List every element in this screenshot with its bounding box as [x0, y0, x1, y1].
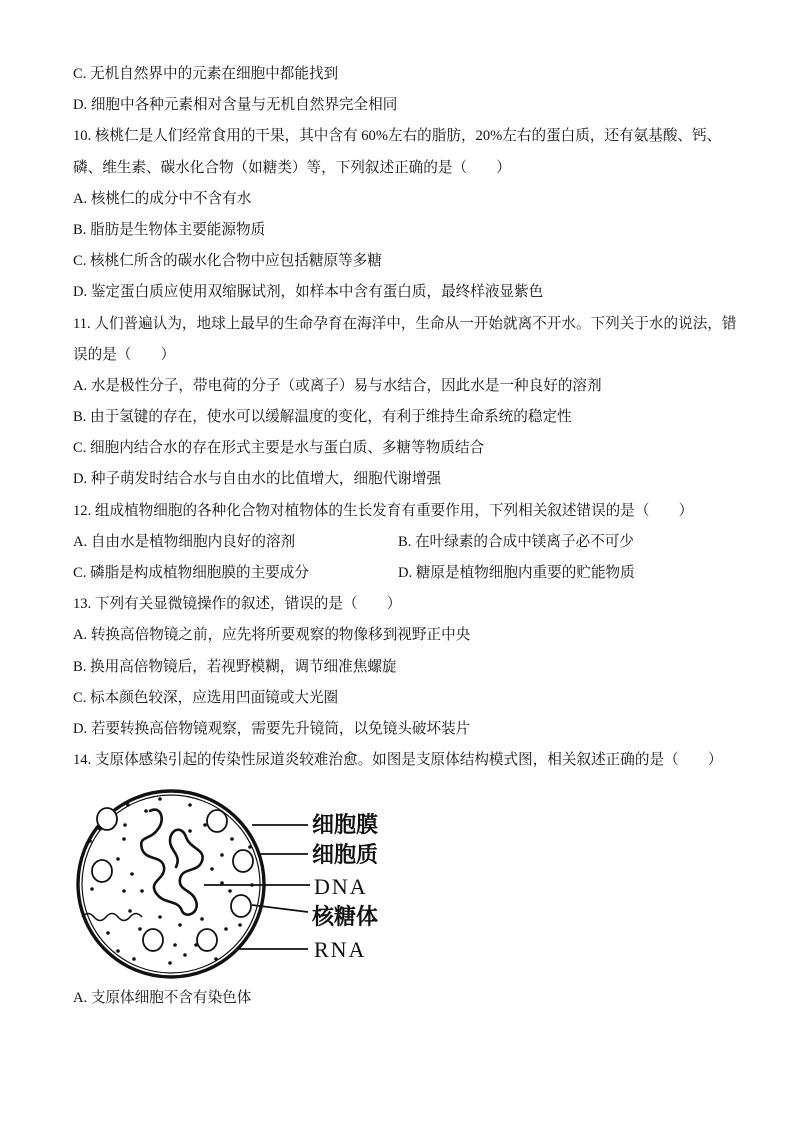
q13-stem: 13. 下列有关显微镜操作的叙述，错误的是（ ） — [73, 596, 402, 613]
leader-lines — [204, 825, 310, 949]
ribosomes — [92, 808, 253, 951]
q10-option-b: B. 脂肪是生物体主要能源物质 — [73, 221, 266, 238]
q10-stem-line-1: 10. 核桃仁是人们经常食用的干果，其中含有 60%左右的脂肪，20%左右的蛋白质，还有氨基酸、钙、 — [73, 128, 722, 145]
q11-stem-line-2: 误的是（ ） — [73, 346, 176, 363]
q10-stem-line-2: 磷、维生素、碳水化合物（如糖类）等，下列叙述正确的是（ ） — [73, 159, 511, 176]
q10-option-a: A. 核桃仁的成分中不含有水 — [73, 190, 252, 207]
q14-option-a: A. 支原体细胞不含有染色体 — [73, 990, 252, 1007]
dna-strand — [141, 810, 202, 915]
q12-options-row-1 — [73, 527, 773, 558]
q12-option-a: A. 自由水是植物细胞内良好的溶剂 — [73, 533, 296, 550]
q11-option-a: A. 水是极性分子，带电荷的分子（或离子）易与水结合，因此水是一种良好的溶剂 — [73, 377, 602, 394]
label-rna: RNA — [314, 937, 367, 963]
exam-page-content — [73, 59, 773, 1015]
q13-option-a: A. 转换高倍物镜之前，应先将所要观察的物像移到视野正中央 — [73, 627, 471, 644]
label-dna: DNA — [314, 874, 368, 900]
label-cell-membrane: 细胞膜 — [312, 812, 379, 838]
q11-option-d: D. 种子萌发时结合水与自由水的比值增大，细胞代谢增强 — [73, 471, 442, 488]
q13-option-d: D. 若要转换高倍物镜观察，需要先升镜筒，以免镜头破坏装片 — [73, 720, 471, 737]
q11-option-b: B. 由于氢键的存在，使水可以缓解温度的变化，有利于维持生命系统的稳定性 — [73, 409, 572, 426]
q9-option-c: C. 无机自然界中的元素在细胞中都能找到 — [73, 66, 339, 82]
q13-option-c: C. 标本颜色较深，应选用凹面镜或大光圈 — [73, 689, 339, 706]
q12-option-b: B. 在叶绿素的合成中镁离子必不可少 — [398, 533, 634, 550]
q11-option-c: C. 细胞内结合水的存在形式主要是水与蛋白质、多糖等物质结合 — [73, 440, 485, 457]
label-ribosome: 核糖体 — [312, 904, 379, 930]
q12-option-c: C. 磷脂是构成植物细胞膜的主要成分 — [73, 565, 309, 581]
label-cytoplasm: 细胞质 — [312, 842, 379, 868]
q11-stem-line-1: 11. 人们普遍认为，地球上最早的生命孕育在海洋中，生命从一开始就离不开水。下列关于水的说法，错 — [73, 315, 737, 332]
mycoplasma-structure-diagram — [0, 776, 400, 983]
wavy-strand — [82, 914, 142, 921]
q14-stem: 14. 支原体感染引起的传染性尿道炎较难治愈。如图是支原体结构模式图，相关叙述正确的是（ ） — [73, 752, 723, 769]
q14-figure — [73, 776, 773, 983]
q9-option-d: D. 细胞中各种元素相对含量与无机自然界完全相同 — [73, 97, 398, 114]
q13-option-b: B. 换用高倍物镜后，若视野模糊，调节细准焦螺旋 — [73, 658, 397, 675]
q12-option-d: D. 糖原是植物细胞内重要的贮能物质 — [398, 565, 635, 581]
q12-stem: 12. 组成植物细胞的各种化合物对植物体的生长发育有重要作用，下列相关叙述错误的是（ ） — [73, 502, 694, 519]
q10-option-d: D. 鉴定蛋白质应使用双缩脲试剂，如样本中含有蛋白质，最终样液显紫色 — [73, 284, 544, 301]
q12-options-row-2 — [73, 558, 773, 589]
q10-option-c: C. 核桃仁所含的碳水化合物中应包括糖原等多糖 — [73, 253, 382, 270]
